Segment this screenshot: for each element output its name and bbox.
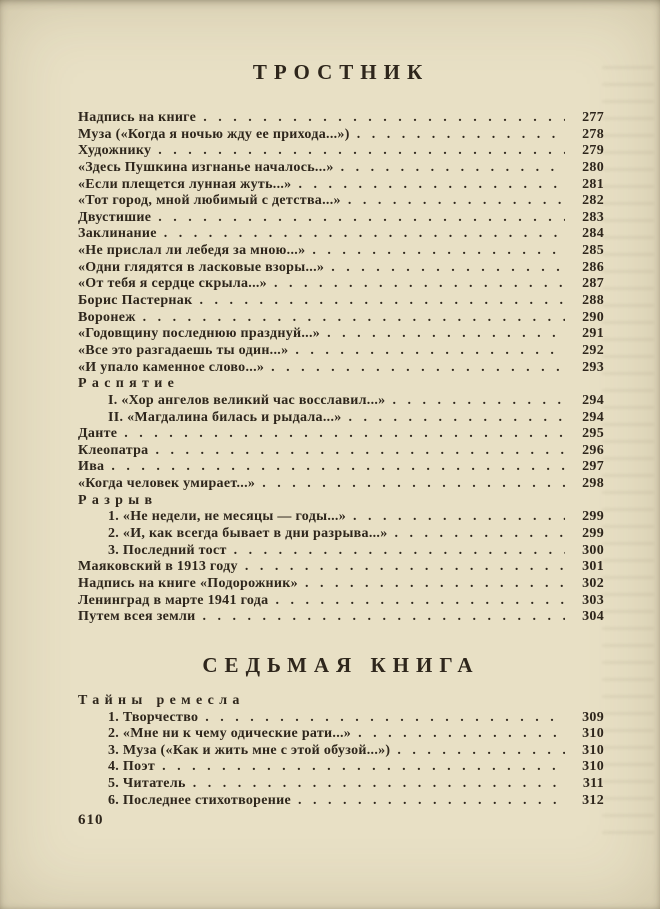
toc-entry bbox=[78, 177, 604, 194]
toc-entry-page: 285 bbox=[582, 243, 604, 259]
dot-leader bbox=[162, 759, 565, 776]
toc-entry-page: 278 bbox=[582, 126, 604, 142]
toc-entry bbox=[78, 193, 604, 210]
toc-entry-page: 295 bbox=[582, 426, 604, 442]
toc-entry bbox=[78, 576, 604, 593]
dot-leader bbox=[348, 193, 565, 210]
dot-leader bbox=[124, 426, 565, 443]
toc-entry-title: «Все это разгадаешь ты один...» bbox=[78, 342, 289, 358]
toc-entry-page: 277 bbox=[582, 110, 604, 125]
toc-entry-title: I. «Хор ангелов великий час восславил...» bbox=[108, 392, 386, 408]
dot-leader bbox=[397, 743, 565, 760]
toc-entry-page: 303 bbox=[582, 592, 604, 608]
toc-entry-title: «Не прислал ли лебедя за мною...» bbox=[78, 243, 306, 259]
toc-entry bbox=[78, 443, 604, 460]
toc-entry-page: 294 bbox=[582, 392, 604, 408]
dot-leader bbox=[234, 543, 565, 560]
reverse-page-showthrough bbox=[602, 60, 654, 840]
dot-leader bbox=[271, 360, 565, 377]
toc-entry bbox=[78, 226, 604, 243]
toc-entry-page: 293 bbox=[582, 359, 604, 375]
toc-entry-title: Тайны ремесла bbox=[78, 692, 245, 708]
table-of-contents bbox=[78, 0, 604, 809]
toc-entry-title: Данте bbox=[78, 426, 118, 442]
toc-entry-title: Заклинание bbox=[78, 226, 157, 242]
toc-entry bbox=[78, 260, 604, 277]
toc-entry bbox=[78, 310, 604, 327]
toc-entry-page: 301 bbox=[582, 559, 604, 575]
toc-entry bbox=[78, 326, 604, 343]
toc-entry bbox=[78, 609, 604, 626]
toc-entry-title: 3. Последний тост bbox=[108, 542, 227, 558]
dot-leader bbox=[395, 526, 565, 543]
dot-leader bbox=[341, 160, 565, 177]
toc-entry bbox=[78, 493, 604, 510]
toc-entry-page: 310 bbox=[582, 726, 604, 742]
dot-leader bbox=[357, 127, 565, 144]
dot-leader bbox=[331, 260, 565, 277]
toc-entry bbox=[78, 543, 604, 560]
toc-entry-title: Ива bbox=[78, 459, 105, 475]
toc-entry-title: 5. Читатель bbox=[108, 776, 186, 792]
toc-entry-page: 309 bbox=[582, 709, 604, 725]
toc-entry bbox=[78, 410, 604, 427]
toc-entry-title: Ленинград в марте 1941 года bbox=[78, 592, 269, 608]
toc-entry-page: 294 bbox=[582, 409, 604, 425]
section-heading-trostnik: ТРОСТНИК bbox=[252, 60, 430, 84]
toc-entry-title: «И упало каменное слово...» bbox=[78, 359, 265, 375]
dot-leader bbox=[298, 793, 565, 810]
dot-leader bbox=[353, 509, 565, 526]
toc-entry-title: Маяковский в 1913 году bbox=[78, 559, 238, 575]
toc-entry bbox=[78, 710, 604, 727]
toc-entry-title: 1. Творчество bbox=[108, 709, 199, 725]
dot-leader bbox=[203, 609, 565, 626]
dot-leader bbox=[155, 443, 565, 460]
toc-entry-title: «Годовщину последнюю празднуй...» bbox=[78, 326, 321, 342]
toc-entry bbox=[78, 693, 604, 710]
toc-entry bbox=[78, 726, 604, 743]
toc-entry-page: 302 bbox=[582, 575, 604, 591]
toc-entry-page: 283 bbox=[582, 209, 604, 225]
dot-leader bbox=[358, 726, 565, 743]
toc-entry bbox=[78, 559, 604, 576]
toc-entry-title: Художнику bbox=[78, 143, 152, 159]
toc-entry bbox=[78, 759, 604, 776]
section-heading-sedmaya-kniga: СЕДЬМАЯ КНИГА bbox=[202, 652, 480, 677]
dot-leader bbox=[349, 410, 565, 427]
toc-entry-page: 282 bbox=[582, 193, 604, 209]
toc-entry-title: «От тебя я сердце скрыла...» bbox=[78, 276, 267, 292]
toc-entry-title: 6. Последнее стихотворение bbox=[108, 792, 291, 808]
toc-entry-title: Клеопатра bbox=[78, 442, 149, 458]
dot-leader bbox=[158, 210, 565, 227]
dot-leader bbox=[392, 393, 565, 410]
toc-entry-title: Надпись на книге «Подорожник» bbox=[78, 575, 298, 591]
toc-entry-title: 1. «Не недели, не месяцы — годы...» bbox=[108, 509, 347, 525]
toc-entry bbox=[78, 526, 604, 543]
toc-entry bbox=[78, 343, 604, 360]
toc-entry-page: 287 bbox=[582, 276, 604, 292]
toc-entry-title: Муза («Когда я ночью жду ее прихода...») bbox=[78, 126, 350, 142]
dot-leader bbox=[111, 459, 565, 476]
toc-entry-page: 304 bbox=[582, 609, 604, 625]
toc-list-trostnik bbox=[78, 110, 604, 626]
toc-entry bbox=[78, 459, 604, 476]
toc-entry-page: 279 bbox=[582, 143, 604, 159]
toc-entry-title: «Здесь Пушкина изгнанье началось...» bbox=[78, 159, 334, 175]
toc-entry-title: 4. Поэт bbox=[108, 759, 156, 775]
toc-entry bbox=[78, 293, 604, 310]
toc-entry bbox=[78, 776, 604, 793]
dot-leader bbox=[298, 177, 565, 194]
toc-entry bbox=[78, 210, 604, 227]
toc-entry-title: 2. «И, как всегда бывает в дни разрыва...» bbox=[108, 526, 388, 542]
page-folio: 610 bbox=[78, 812, 104, 828]
toc-entry-title: Разрыв bbox=[78, 492, 158, 508]
dot-leader bbox=[295, 343, 565, 360]
toc-entry bbox=[78, 127, 604, 144]
toc-entry-page: 297 bbox=[582, 459, 604, 475]
toc-entry-title: «Если плещется лунная жуть...» bbox=[78, 176, 292, 192]
dot-leader bbox=[327, 326, 565, 343]
toc-entry-page: 290 bbox=[582, 309, 604, 325]
toc-entry-page: 292 bbox=[582, 342, 604, 358]
toc-entry-title: Воронеж bbox=[78, 309, 136, 325]
toc-entry-title: Надпись на книге bbox=[78, 110, 197, 125]
toc-entry-page: 299 bbox=[582, 509, 604, 525]
dot-leader bbox=[274, 276, 565, 293]
dot-leader bbox=[143, 310, 565, 327]
toc-entry-page: 310 bbox=[582, 759, 604, 775]
toc-entry-page: 296 bbox=[582, 442, 604, 458]
toc-entry bbox=[78, 393, 604, 410]
toc-entry-title: «Одни глядятся в ласковые взоры...» bbox=[78, 259, 325, 275]
toc-entry-page: 280 bbox=[582, 159, 604, 175]
toc-entry-title: 3. Муза («Как и жить мне с этой обузой...») bbox=[108, 742, 391, 758]
toc-entry bbox=[78, 243, 604, 260]
toc-entry-title: «Тот город, мной любимый с детства...» bbox=[78, 193, 341, 209]
dot-leader bbox=[305, 576, 565, 593]
dot-leader bbox=[164, 226, 565, 243]
toc-entry bbox=[78, 509, 604, 526]
toc-entry bbox=[78, 160, 604, 177]
toc-entry-page: 298 bbox=[582, 476, 604, 492]
toc-entry-title: II. «Магдалина билась и рыдала...» bbox=[108, 409, 342, 425]
toc-entry-page: 311 bbox=[582, 776, 604, 792]
toc-entry-page: 286 bbox=[582, 259, 604, 275]
toc-entry-page: 288 bbox=[582, 293, 604, 309]
toc-entry-title: «Когда человек умирает...» bbox=[78, 476, 256, 492]
toc-entry-page: 299 bbox=[582, 526, 604, 542]
toc-entry-title: Путем всея земли bbox=[78, 609, 196, 625]
toc-entry-page: 310 bbox=[582, 742, 604, 758]
toc-list-sedmaya-kniga bbox=[78, 693, 604, 809]
dot-leader bbox=[312, 243, 565, 260]
dot-leader bbox=[199, 293, 565, 310]
toc-entry bbox=[78, 426, 604, 443]
dot-leader bbox=[203, 110, 565, 127]
toc-entry-title: Двустишие bbox=[78, 209, 152, 225]
toc-entry-title: 2. «Мне ни к чему одические рати...» bbox=[108, 726, 352, 742]
dot-leader bbox=[245, 559, 565, 576]
dot-leader bbox=[262, 476, 565, 493]
toc-entry bbox=[78, 376, 604, 393]
toc-entry bbox=[78, 476, 604, 493]
toc-entry bbox=[78, 593, 604, 610]
dot-leader bbox=[158, 143, 565, 160]
toc-entry bbox=[78, 743, 604, 760]
toc-entry-title: Борис Пастернак bbox=[78, 293, 193, 309]
toc-entry-page: 284 bbox=[582, 226, 604, 242]
dot-leader bbox=[275, 593, 565, 610]
toc-entry-page: 300 bbox=[582, 542, 604, 558]
toc-entry bbox=[78, 360, 604, 377]
toc-entry bbox=[78, 110, 604, 127]
toc-entry bbox=[78, 276, 604, 293]
toc-entry-page: 312 bbox=[582, 792, 604, 808]
dot-leader bbox=[205, 710, 565, 727]
toc-entry bbox=[78, 793, 604, 810]
toc-entry-title: Распятие bbox=[78, 376, 180, 392]
toc-entry-page: 281 bbox=[582, 176, 604, 192]
dot-leader bbox=[193, 776, 565, 793]
toc-entry bbox=[78, 143, 604, 160]
toc-entry-page: 291 bbox=[582, 326, 604, 342]
